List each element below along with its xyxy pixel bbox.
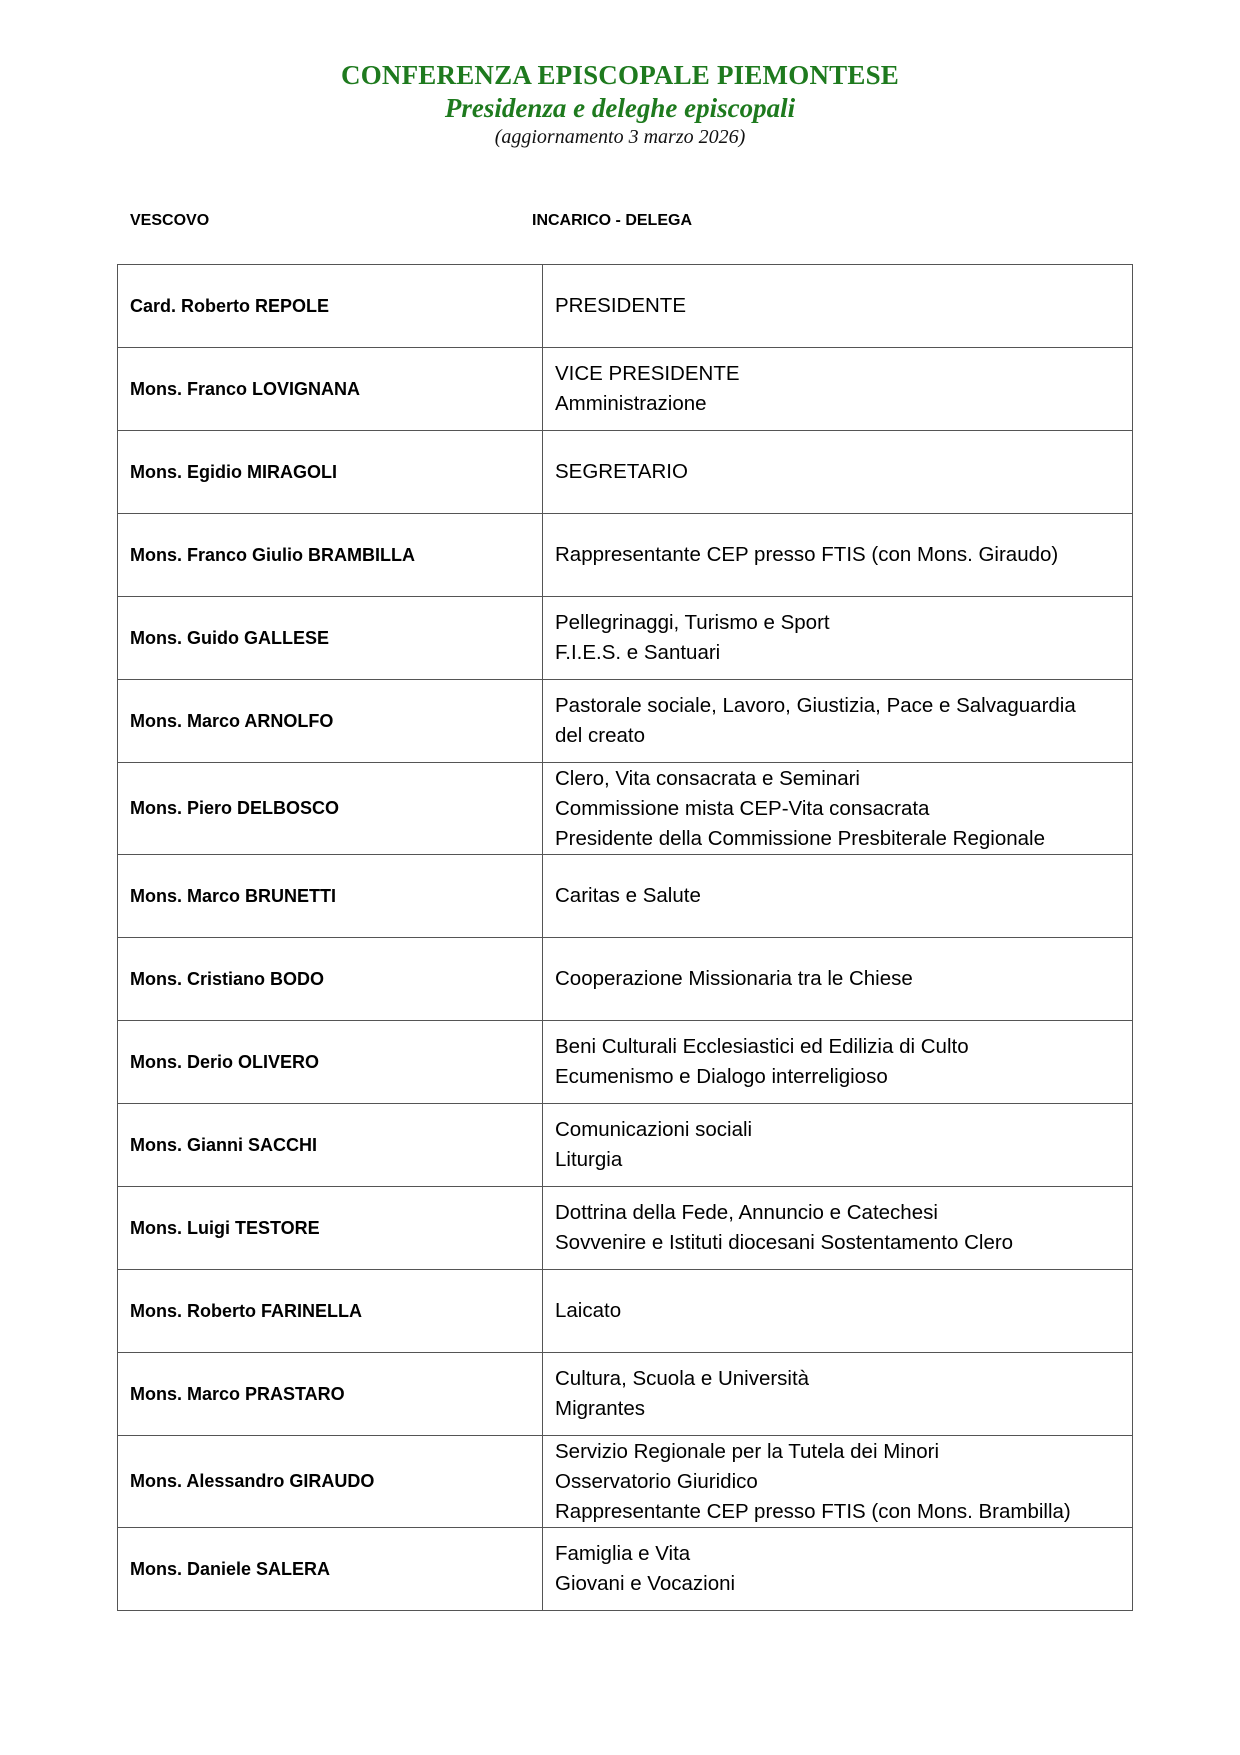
role-line: Cooperazione Missionaria tra le Chiese [555,967,913,990]
column-header-role: INCARICO - DELEGA [532,212,692,229]
role-line: Rappresentante CEP presso FTIS (con Mons. Giraudo) [555,543,1059,566]
role-line: SEGRETARIO [555,460,688,483]
role-cell [543,1528,1133,1611]
document-title: CONFERENZA EPISCOPALE PIEMONTESE [341,60,899,90]
role-cell [543,1270,1133,1353]
role-line: Beni Culturali Ecclesiastici ed Edilizia di Culto [555,1035,969,1058]
role-line: Migrantes [555,1397,646,1420]
table-row [118,597,1133,680]
table-row [118,855,1133,938]
role-cell [543,1353,1133,1436]
update-date: (aggiornamento 3 marzo 2026) [494,126,746,148]
table-row [118,1104,1133,1187]
bishop-name: Mons. Piero DELBOSCO [118,763,543,855]
table-row [118,1270,1133,1353]
role-cell [543,855,1133,938]
role-line: Clero, Vita consacrata e Seminari [555,766,860,790]
table-row [118,1436,1133,1528]
role-line: VICE PRESIDENTE [555,362,740,385]
bishop-name: Mons. Roberto FARINELLA [118,1270,543,1353]
role-line: Pellegrinaggi, Turismo e Sport [555,611,830,634]
document-header [0,58,1240,150]
role-line: Osservatorio Giuridico [555,1469,758,1493]
role-cell [543,763,1133,855]
table-row [118,348,1133,431]
column-header-bishop: VESCOVO [130,212,210,229]
role-cell [543,680,1133,763]
bishop-name: Mons. Franco Giulio BRAMBILLA [118,514,543,597]
bishop-name: Mons. Egidio MIRAGOLI [118,431,543,514]
role-line: Presidente della Commissione Presbiterale Regionale [555,826,1045,850]
bishop-name: Mons. Luigi TESTORE [118,1187,543,1270]
role-line: Caritas e Salute [555,884,701,907]
role-line: del creato [555,724,646,747]
role-line: Pastorale sociale, Lavoro, Giustizia, Pace e Salvaguardia [555,694,1076,717]
role-line: Rappresentante CEP presso FTIS (con Mons. Brambilla) [555,1499,1071,1523]
table-row [118,1187,1133,1270]
role-line: Commissione mista CEP-Vita consacrata [555,796,930,820]
role-cell [543,1104,1133,1187]
role-cell [543,938,1133,1021]
table-row [118,1528,1133,1611]
table-row [118,1353,1133,1436]
role-cell [543,1021,1133,1104]
role-line: PRESIDENTE [555,294,686,317]
table-row [118,431,1133,514]
bishop-name: Mons. Franco LOVIGNANA [118,348,543,431]
role-line: Ecumenismo e Dialogo interreligioso [555,1065,888,1088]
role-line: Cultura, Scuola e Università [555,1367,810,1390]
table-row [118,265,1133,348]
table-row [118,938,1133,1021]
bishop-name: Mons. Marco ARNOLFO [118,680,543,763]
table-row [118,680,1133,763]
table-row [118,514,1133,597]
bishop-name: Mons. Derio OLIVERO [118,1021,543,1104]
bishop-name: Mons. Marco BRUNETTI [118,855,543,938]
bishop-name: Mons. Guido GALLESE [118,597,543,680]
bishop-name: Mons. Daniele SALERA [118,1528,543,1611]
role-cell [543,1187,1133,1270]
role-line: Amministrazione [555,392,707,415]
role-line: Laicato [555,1299,622,1322]
role-line: Dottrina della Fede, Annuncio e Catechesi [555,1201,938,1224]
role-cell [543,514,1133,597]
role-line: Famiglia e Vita [555,1542,691,1565]
role-line: Sovvenire e Istituti diocesani Sostentamento Clero [555,1231,1014,1254]
document-subtitle: Presidenza e deleghe episcopali [444,93,796,123]
role-line: Servizio Regionale per la Tutela dei Minori [555,1439,940,1463]
role-cell [543,431,1133,514]
bishop-name: Mons. Alessandro GIRAUDO [118,1436,543,1528]
table-row [118,763,1133,855]
bishop-name: Mons. Gianni SACCHI [118,1104,543,1187]
bishop-name: Card. Roberto REPOLE [118,265,543,348]
role-cell [543,265,1133,348]
role-cell [543,597,1133,680]
bishop-name: Mons. Cristiano BODO [118,938,543,1021]
role-line: Liturgia [555,1148,623,1171]
bishop-name: Mons. Marco PRASTARO [118,1353,543,1436]
role-line: F.I.E.S. e Santuari [555,641,721,664]
role-cell [543,1436,1133,1528]
table-row [118,1021,1133,1104]
role-line: Comunicazioni sociali [555,1118,753,1141]
role-line: Giovani e Vocazioni [555,1572,736,1595]
role-cell [543,348,1133,431]
delegations-table [117,264,1133,1611]
